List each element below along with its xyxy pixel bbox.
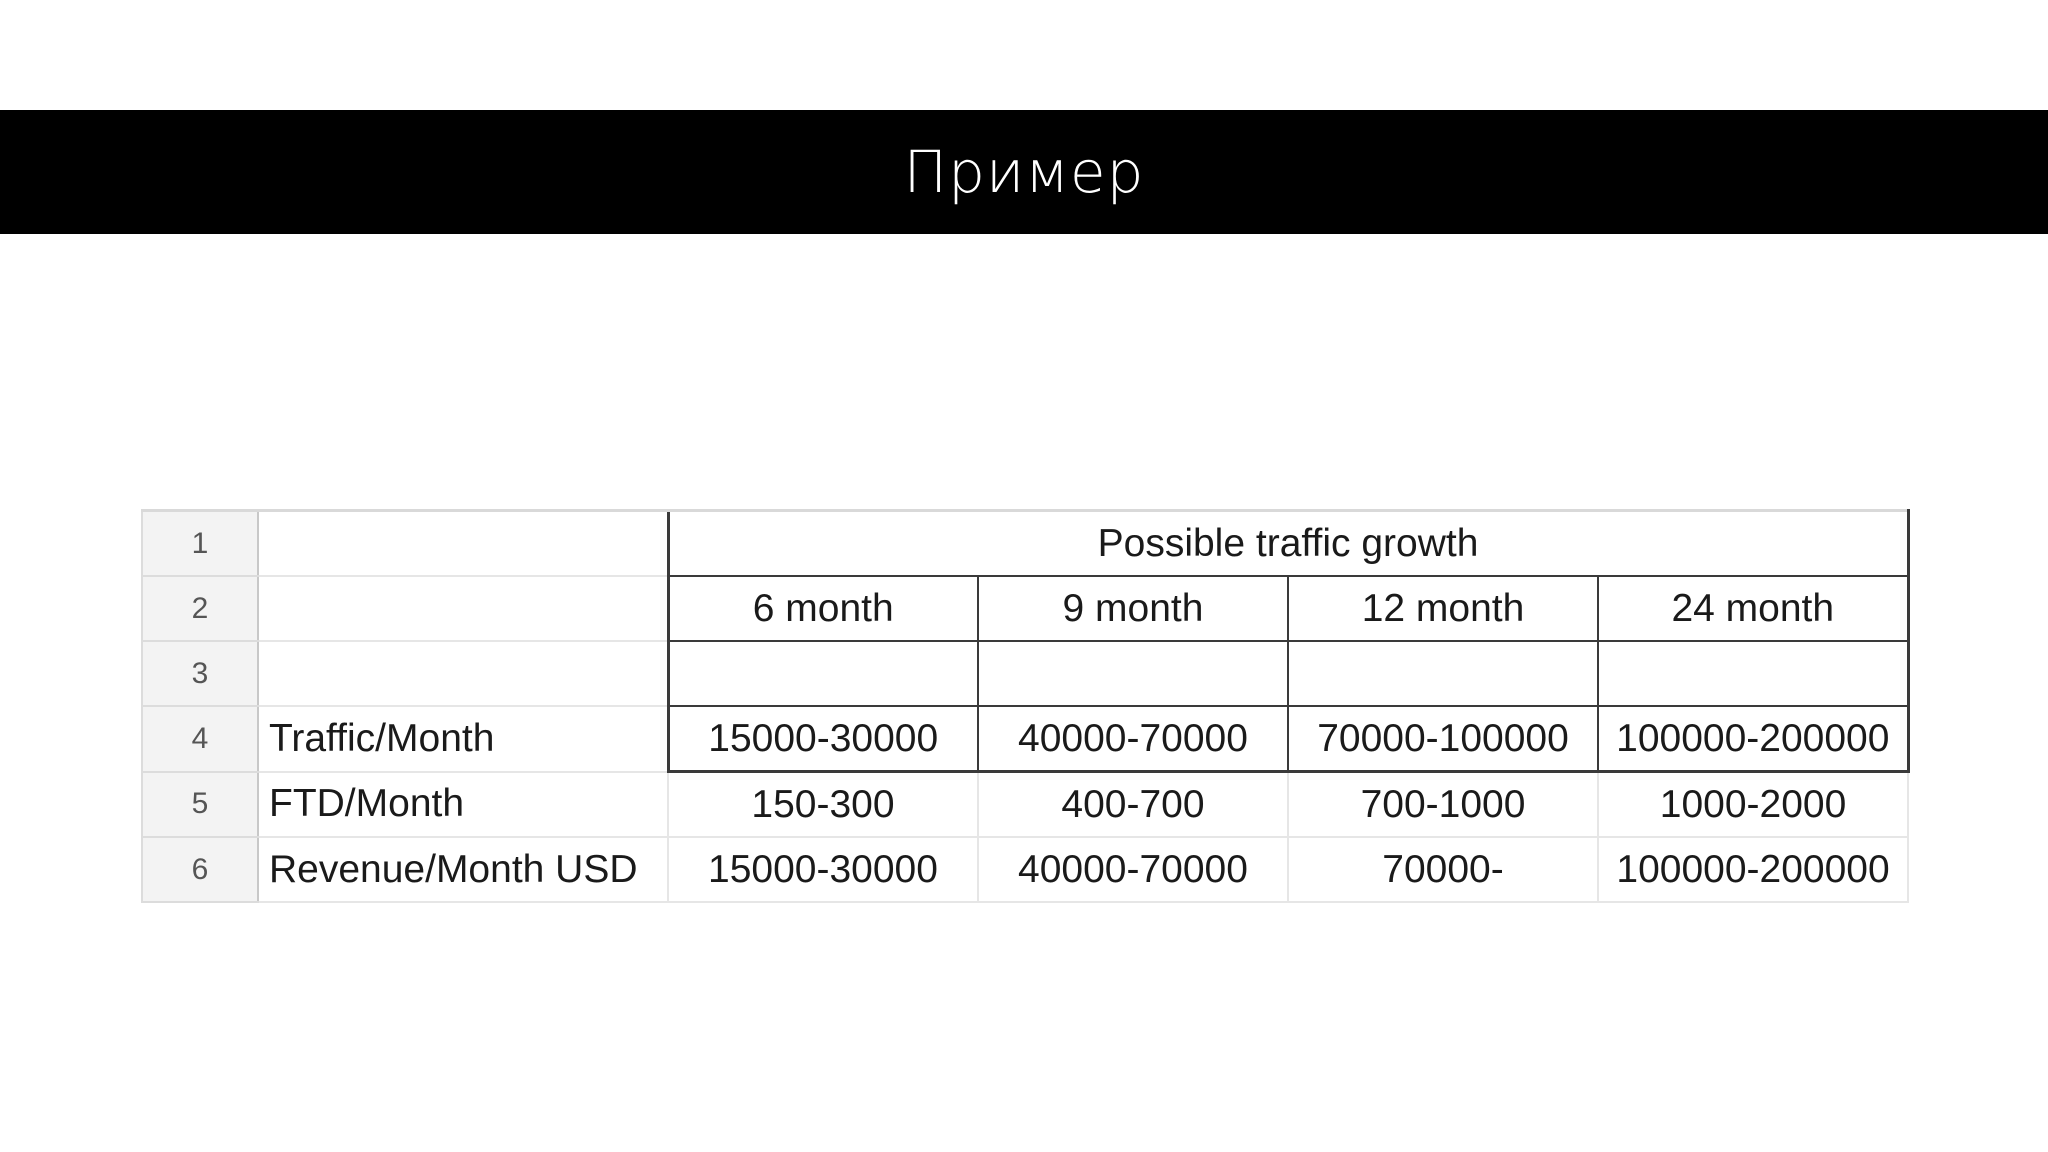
value-cell[interactable]: 70000- [1288, 837, 1598, 902]
value-cell[interactable]: 15000-30000 [668, 706, 978, 772]
slide-title-bar [0, 110, 2048, 234]
value-cell[interactable]: 70000-100000 [1288, 706, 1598, 772]
row-label-cell[interactable]: Traffic/Month [258, 706, 668, 772]
period-header-cell[interactable]: 12 month [1288, 576, 1598, 641]
table-row [142, 511, 1908, 577]
value-cell[interactable]: 15000-30000 [668, 837, 978, 902]
empty-cell[interactable] [258, 511, 668, 577]
empty-cell[interactable] [1288, 641, 1598, 706]
value-cell[interactable]: 150-300 [668, 772, 978, 838]
table-row [142, 641, 1908, 706]
period-header-cell[interactable]: 6 month [668, 576, 978, 641]
empty-cell[interactable] [258, 576, 668, 641]
row-number[interactable]: 4 [142, 706, 258, 772]
value-cell[interactable]: 40000-70000 [978, 706, 1288, 772]
row-label-cell[interactable]: Revenue/Month USD [258, 837, 668, 902]
empty-cell[interactable] [1598, 641, 1908, 706]
traffic-growth-table [141, 509, 1910, 903]
row-number[interactable]: 2 [142, 576, 258, 641]
row-number[interactable]: 3 [142, 641, 258, 706]
period-header-cell[interactable]: 24 month [1598, 576, 1908, 641]
table-row [142, 576, 1908, 641]
row-number[interactable]: 6 [142, 837, 258, 902]
row-label-cell[interactable]: FTD/Month [258, 772, 668, 838]
table-row [142, 772, 1908, 838]
slide-title: Пример [903, 138, 1145, 206]
value-cell[interactable]: 1000-2000 [1598, 772, 1908, 838]
empty-cell[interactable] [258, 641, 668, 706]
spreadsheet-table [141, 509, 1907, 910]
table-row [142, 706, 1908, 772]
value-cell[interactable]: 700-1000 [1288, 772, 1598, 838]
value-cell[interactable]: 100000-200000 [1598, 837, 1908, 902]
value-cell[interactable]: 400-700 [978, 772, 1288, 838]
header-group-cell[interactable]: Possible traffic growth [668, 511, 1908, 577]
row-number[interactable]: 5 [142, 772, 258, 838]
empty-cell[interactable] [668, 641, 978, 706]
value-cell[interactable]: 100000-200000 [1598, 706, 1908, 772]
empty-cell[interactable] [978, 641, 1288, 706]
value-cell[interactable]: 40000-70000 [978, 837, 1288, 902]
row-number[interactable]: 1 [142, 511, 258, 577]
period-header-cell[interactable]: 9 month [978, 576, 1288, 641]
table-row [142, 837, 1908, 902]
